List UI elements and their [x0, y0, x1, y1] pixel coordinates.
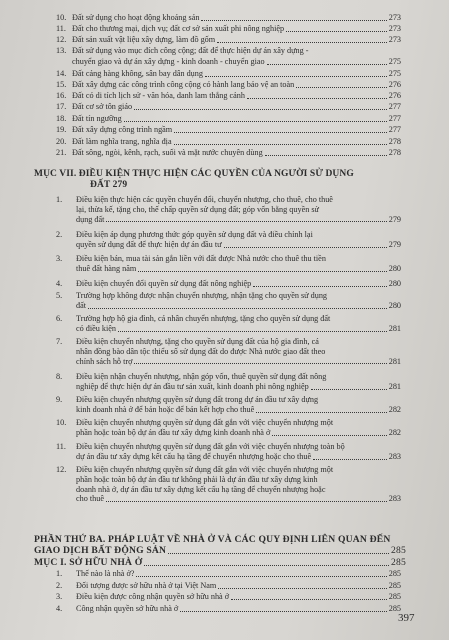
toc-entry: [56, 24, 401, 34]
page-ref: 282: [388, 427, 401, 437]
page-ref: 278: [388, 148, 401, 157]
entry-line: [56, 230, 401, 240]
page-ref: 279: [388, 214, 401, 224]
entry-line: [56, 301, 401, 311]
entry-number: 6.: [56, 314, 63, 323]
page-ref: 285: [391, 545, 406, 556]
toc-entry: [56, 114, 401, 124]
leader-dots: [134, 363, 386, 364]
leader-dots: [144, 565, 389, 566]
entry-number: 9.: [56, 395, 63, 404]
page-ref: 281: [388, 381, 401, 391]
entry-title: quyền sử dụng đất để thực hiện dự án đầu tư: [76, 239, 222, 249]
page-ref: 285: [388, 569, 401, 578]
entry-title: Điều kiện chuyển nhượng quyền sử dụng đất trong dự án đầu tư xây dựng: [76, 395, 319, 404]
section-i-row: [34, 557, 406, 568]
toc-entry: [56, 418, 401, 438]
entry-title: nhân đồng bào dân tộc thiểu số sử dụng đất do được Nhà nước giao đất theo: [76, 346, 326, 356]
page-ref: 278: [388, 137, 401, 146]
leader-dots: [286, 31, 387, 32]
entry-title: nghiệp để thực hiện dự án đầu tư sản xuất, kinh doanh phi nông nghiệp: [76, 381, 309, 391]
page-ref: 277: [388, 114, 401, 123]
page-ref: 273: [388, 35, 401, 44]
entry-line: [56, 428, 401, 438]
toc-entry: [56, 195, 401, 224]
leader-dots: [313, 459, 387, 460]
entry-line: [56, 264, 401, 274]
leader-dots: [201, 20, 386, 21]
toc-entry: [56, 569, 401, 579]
entry-title: Thế nào là nhà ở?: [76, 569, 135, 578]
toc-entry: [56, 314, 401, 334]
entry-line: [56, 485, 401, 495]
entry-title: Đất xây dựng công trình ngầm: [72, 125, 173, 134]
entry-number: 14.: [56, 69, 67, 78]
page-ref: 285: [388, 592, 401, 601]
entry-title: Điều kiện được công nhận quyền sở hữu nhà ở: [76, 592, 230, 601]
entry-number: 4.: [56, 604, 63, 613]
toc-entry: [56, 337, 401, 366]
leader-dots: [106, 221, 386, 222]
entry-number: 1.: [56, 569, 63, 578]
entry-title: Đất có di tích lịch sử - văn hóa, danh lam thắng cảnh: [72, 91, 245, 100]
page-ref: 282: [388, 404, 401, 414]
entry-number: 12.: [56, 465, 67, 474]
part-three-heading: [34, 534, 390, 545]
leader-dots: [217, 42, 387, 43]
leader-dots: [231, 599, 387, 600]
entry-line: [56, 465, 401, 475]
toc-entry: [56, 148, 401, 158]
entry-number: 15.: [56, 80, 67, 89]
entry-title: Điều kiện bán, mua tài sản gắn liền với đất được Nhà nước cho thuê thu tiền: [76, 254, 326, 263]
entry-number: 12.: [56, 35, 67, 44]
toc-entry: [56, 230, 401, 250]
entry-number: 10.: [56, 418, 67, 427]
entry-line: [56, 314, 401, 324]
page-ref: 273: [388, 13, 401, 22]
toc-entry: [56, 125, 401, 135]
entry-number: 7.: [56, 337, 63, 346]
page-ref: 280: [388, 263, 401, 273]
toc-entry: [56, 57, 401, 67]
entry-line: [56, 205, 401, 215]
entry-line: [56, 405, 401, 415]
leader-dots: [124, 121, 387, 122]
entry-title: Trường hợp không được nhận chuyển nhượng, nhận tặng cho quyền sử dụng: [76, 291, 328, 300]
entry-line: [56, 395, 401, 405]
entry-line: [56, 475, 401, 485]
entry-title: Đất sản xuất vật liệu xây dựng, làm đồ gốm: [72, 35, 216, 44]
page-ref: 281: [388, 323, 401, 333]
entry-number: 10.: [56, 13, 67, 22]
toc-entry: [56, 581, 401, 591]
entry-title: chuyển giao và dự án xây dựng - kinh doanh - chuyển giao: [72, 57, 265, 66]
entry-title: lại, thừa kế, tặng cho, thế chấp quyền sử dụng đất; góp vốn bằng quyền sử: [76, 204, 319, 214]
entry-title: Đối tượng được sở hữu nhà ở tại Việt Nam: [76, 581, 217, 590]
leader-dots: [174, 144, 387, 145]
entry-line: [56, 240, 401, 250]
entry-line: [56, 337, 401, 347]
leader-dots: [253, 286, 387, 287]
entry-number: 3.: [56, 592, 63, 601]
page-ref: 285: [391, 557, 406, 568]
entry-number: 11.: [56, 442, 66, 451]
entry-title: Điều kiện chuyển nhượng, tặng cho quyền sử dụng đất của hộ gia đình, cá: [76, 337, 319, 346]
entry-line: [56, 324, 401, 334]
entry-title: doanh nhà ở, dự án đầu tư xây dựng kết cấu hạ tầng để chuyển nhượng hoặc: [76, 484, 326, 494]
entry-number: 19.: [56, 125, 67, 134]
toc-entry: [56, 46, 401, 56]
entry-title: Đất cảng hàng không, sân bay dân dụng: [72, 69, 203, 78]
leader-dots: [205, 76, 387, 77]
entry-number: 2.: [56, 581, 63, 590]
entry-title: kinh doanh nhà ở để bán hoặc để bán kết hợp cho thuê: [76, 404, 255, 414]
toc-entry: [56, 91, 401, 101]
entry-line: [56, 418, 401, 428]
page-ref: 277: [388, 125, 401, 134]
entry-title: Điều kiện chuyển nhượng quyền sử dụng đất gắn với việc chuyển nhượng toàn bộ: [76, 442, 345, 451]
entry-line: [56, 347, 401, 357]
page-ref: 275: [388, 69, 401, 78]
leader-dots: [136, 576, 386, 577]
leader-dots: [311, 389, 387, 390]
leader-dots: [134, 109, 387, 110]
section-vii-line2: ĐẤT 279: [90, 180, 128, 190]
entry-title: cho thuê: [76, 494, 104, 504]
leader-dots: [256, 412, 386, 413]
entry-number: 11.: [56, 24, 66, 33]
leader-dots: [118, 331, 387, 332]
entry-title: phần hoặc toàn bộ dự án đầu tư không phải là dự án đầu tư xây dựng kinh: [76, 474, 318, 484]
entry-title: dự án đầu tư xây dựng kết cấu hạ tầng để chuyển nhượng hoặc cho thuê: [76, 451, 312, 461]
toc-entry: [56, 35, 401, 45]
toc-entry: [56, 137, 401, 147]
page-ref: 280: [388, 300, 401, 310]
leader-dots: [168, 553, 389, 554]
toc-entry: [56, 592, 401, 602]
entry-number: 3.: [56, 254, 63, 263]
part-three-line1: PHẦN THỨ BA. PHÁP LUẬT VỀ NHÀ Ở VÀ CÁC QUY ĐỊNH LIÊN QUAN ĐẾN: [34, 534, 391, 545]
entry-line: [56, 494, 401, 504]
toc-entry: [56, 13, 401, 23]
entry-line: [56, 291, 401, 301]
page-ref: 275: [388, 57, 401, 66]
entry-title: Điều kiện chuyển nhượng quyền sử dụng đất gắn với việc chuyển nhượng một: [76, 418, 334, 427]
page-ref: 276: [388, 91, 401, 100]
toc-entry: [56, 80, 401, 90]
part-three-line2: GIAO DỊCH BẤT ĐỘNG SẢN: [34, 545, 167, 556]
entry-title: Đất làm nghĩa trang, nghĩa địa: [72, 137, 172, 146]
entry-title: Đất sử dụng cho hoạt động khoáng sản: [72, 13, 200, 22]
toc-entry: [56, 254, 401, 274]
leader-dots: [247, 98, 387, 99]
toc-entry: [56, 604, 401, 614]
leader-dots: [224, 247, 387, 248]
leader-dots: [174, 132, 387, 133]
entry-title: Trường hợp hộ gia đình, cá nhân chuyển nhượng, tặng cho quyền sử dụng đất: [76, 314, 331, 323]
page-number: 397: [398, 612, 415, 624]
entry-title: Điều kiện chuyển nhượng quyền sử dụng đất gắn với việc chuyển nhượng một: [76, 465, 334, 474]
entry-number: 13.: [56, 46, 67, 55]
leader-dots: [138, 271, 386, 272]
toc-entry: [56, 291, 401, 311]
leader-dots: [296, 87, 386, 88]
entry-title: Đất cơ sở tôn giáo: [72, 102, 133, 111]
entry-line: [56, 254, 401, 264]
toc-entry: [56, 102, 401, 112]
entry-number: 21.: [56, 148, 67, 157]
entry-line: [56, 215, 401, 225]
entry-line: [56, 442, 401, 452]
entry-title: Đất tín ngưỡng: [72, 114, 122, 123]
page-ref: 279: [388, 239, 401, 249]
entry-title: Đất cho thương mại, dịch vụ; đất cơ sở sản xuất phi nông nghiệp: [72, 24, 285, 33]
entry-title: Đất sử dụng vào mục đích công cộng; đất để thực hiện dự án xây dựng -: [72, 46, 309, 55]
entry-line: [56, 452, 401, 462]
leader-dots: [265, 155, 387, 156]
entry-number: 18.: [56, 114, 67, 123]
entry-number: 17.: [56, 102, 67, 111]
entry-number: 5.: [56, 291, 63, 300]
part-three-line2-row: [34, 545, 406, 556]
entry-title: thuê đất hàng năm: [76, 263, 137, 273]
page-ref: 285: [388, 604, 401, 613]
section-i-heading: MỤC I. SỞ HỮU NHÀ Ở: [34, 557, 143, 568]
entry-number: 16.: [56, 91, 67, 100]
entry-title: Điều kiện áp dụng phương thức góp quyền sử dụng đất và điều chỉnh lại: [76, 230, 313, 239]
entry-title: đất: [76, 300, 87, 310]
leader-dots: [180, 611, 386, 612]
entry-line: [56, 372, 401, 382]
section-vii-heading: [34, 169, 354, 191]
toc-entry: [56, 372, 401, 392]
entry-title: Công nhận quyền sở hữu nhà ở: [76, 604, 179, 613]
entry-title: Đất xây dựng các công trình công cộng có hành lang bảo vệ an toàn: [72, 80, 295, 89]
page-ref: 281: [388, 356, 401, 366]
leader-dots: [106, 501, 387, 502]
page-ref: 280: [388, 279, 401, 288]
entry-number: 2.: [56, 230, 63, 239]
toc-entry: [56, 465, 401, 504]
entry-title: Đất sông, ngòi, kênh, rạch, suối và mặt nước chuyên dùng: [72, 148, 263, 157]
entry-title: có điều kiện: [76, 323, 117, 333]
entry-line: [56, 382, 401, 392]
entry-title: Điều kiện nhận chuyển nhượng, nhận góp vốn, thuê quyền sử dụng đất nông: [76, 372, 327, 381]
toc-entry: [56, 69, 401, 79]
entry-line: [56, 195, 401, 205]
leader-dots: [272, 435, 386, 436]
entry-line: [56, 279, 401, 289]
entry-title: Điều kiện thực hiện các quyền chuyển đổi, chuyển nhượng, cho thuê, cho thuê: [76, 195, 333, 204]
entry-number: 20.: [56, 137, 67, 146]
entry-title: chính sách hỗ trợ: [76, 356, 133, 366]
page-ref: 273: [388, 24, 401, 33]
page-ref: 276: [388, 80, 401, 89]
entry-line: [56, 357, 401, 367]
entry-title: Điều kiện chuyển đổi quyền sử dụng đất nông nghiệp: [76, 279, 252, 288]
section-vii-line1: MỤC VII. ĐIỀU KIỆN THỰC HIỆN CÁC QUYỀN CỦA NGƯỜI SỬ DỤNG: [34, 169, 354, 179]
page-ref: 285: [388, 581, 401, 590]
toc-entry: [56, 395, 401, 415]
leader-dots: [88, 308, 387, 309]
page-ref: 277: [388, 102, 401, 111]
page-ref: 283: [388, 451, 401, 461]
leader-dots: [267, 64, 387, 65]
entry-number: 4.: [56, 279, 63, 288]
entry-title: dụng đất: [76, 214, 105, 224]
entry-number: 1.: [56, 195, 63, 204]
entry-title: phần hoặc toàn bộ dự án đầu tư xây dựng kinh doanh nhà ở: [76, 427, 271, 437]
leader-dots: [218, 588, 386, 589]
toc-entry: [56, 442, 401, 462]
toc-entry: [56, 279, 401, 289]
page-ref: 283: [388, 494, 401, 504]
entry-number: 8.: [56, 372, 63, 381]
